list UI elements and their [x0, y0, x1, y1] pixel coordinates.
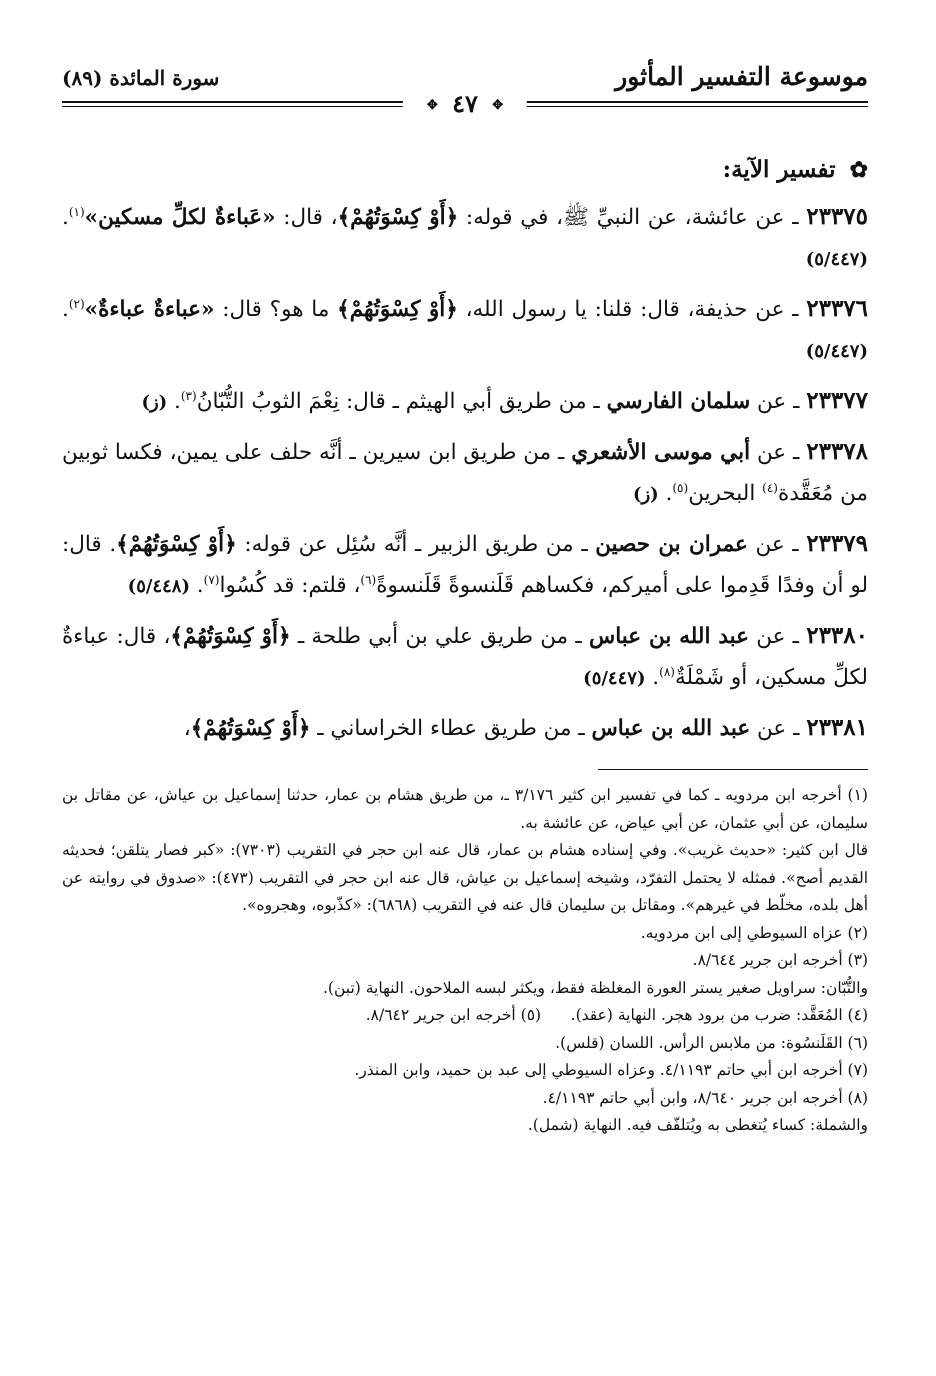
footnotes [62, 782, 868, 1140]
narrator-name: عبد الله بن عباس [591, 716, 751, 741]
footnote-marker[interactable]: (٦) [360, 572, 377, 587]
narration-text: . [62, 297, 69, 322]
page-number-box [403, 86, 527, 124]
narration-text: . [167, 389, 181, 414]
narration-number: ٢٣٣٨٠ [806, 622, 868, 649]
hadith-quote: «عَباءةٌ لكلِّ مسكين» [84, 205, 276, 230]
footnote: (٧) أخرجه ابن أبي حاتم ٤/١١٩٣. وعزاه السيوطي إلى عبد بن حميد، وابن المنذر. [354, 1061, 868, 1079]
footnote: قال ابن كثير: «حديث غريب». وفي إسناده هشام بن عمار، قال عنه ابن حجر في التقريب (٧٣٠٣): «كبر فصار يتلقن؛ فحديثه القديم أصح». فمثله لا يحتمل التفرّد، وشيخه إسماعيل بن عياش، قال عنه ابن حجر في التقريب (٤٧٣): «صدوق في روايته عن أهل بلده، مخلّط في غيرهم». ومقاتل بن سليمان قال عنه في التقريب (٦٨٦٨): «كذّبوه، وهجروه». [62, 841, 869, 914]
narration-entry [62, 196, 868, 280]
narration-text: ـ من طريق عطاء الخراساني ـ [310, 716, 592, 741]
surah-label: سورة المائدة (٨٩) [62, 66, 220, 90]
narration-text: البحرين [688, 481, 763, 506]
narrator-name: عبد الله بن عباس [588, 624, 749, 649]
narration-entry [62, 380, 868, 423]
narration-number: ٢٣٣٨١ [806, 714, 868, 741]
narration-number: ٢٣٣٧٩ [806, 530, 868, 557]
ayah-quote: ﴿أَوْ كِسْوَتُهُمْ﴾ [337, 205, 459, 230]
narration-text: ـ عن عائشة، عن النبيِّ ﷺ، في قوله: [458, 205, 807, 230]
footnote-marker[interactable]: (٧) [203, 572, 220, 587]
ayah-quote: ﴿أَوْ كِسْوَتُهُمْ﴾ [337, 297, 458, 322]
volume-reference: (٥/٤٤٧) [805, 249, 868, 270]
narration-entry [62, 431, 868, 515]
volume-reference: (٥/٤٤٧) [805, 341, 868, 362]
narration-text: ـ عن حذيفة، قال: قلنا: يا رسول الله، [457, 297, 807, 322]
narration-text: ـ من طريق الزبير ـ أنَّه سُئِل عن قوله: [236, 532, 596, 557]
flower-bullet-icon: ✿ [849, 157, 868, 183]
narration-number: ٢٣٣٧٨ [806, 438, 869, 465]
narration-number: ٢٣٣٧٥ [806, 203, 868, 230]
narration-text: ـ من طريق علي بن أبي طلحة ـ [290, 624, 589, 649]
narration-entry [62, 288, 868, 372]
section-title [62, 152, 868, 188]
ornament-icon: ✥ [492, 97, 504, 113]
ornament-icon: ✥ [426, 97, 438, 113]
narration-text: ـ من طريق أبي الهيثم ـ قال: نِعْمَ الثوبُ التُّبّانُ [196, 389, 607, 414]
narration-text: ـ من طريق ابن سيرين ـ أنَّه حلف على يمين، فكسا ثوبين من مُعَقَّدة [62, 440, 868, 506]
section-title-text: تفسير الآية: [722, 156, 836, 183]
narrator-name: أبي موسى الأشعري [571, 440, 751, 465]
ayah-quote: ﴿أَوْ كِسْوَتُهُمْ﴾ [190, 716, 311, 741]
volume-reference: (٥/٤٤٧) [583, 668, 646, 689]
narration-text: . [189, 573, 204, 598]
hadith-quote: «عباءةٌ عباءةٌ» [84, 297, 215, 322]
footnote: (١) أخرجه ابن مردويه ـ كما في تفسير ابن كثير ٣/١٧٦ ـ، من طريق هشام بن عمار، حدثنا إسماعيل بن عياش، عن مقاتل بن سليمان، عن أبي عثمان، عن أبي عياض، عن عائشة به. [62, 786, 868, 832]
narration-text: ـ عن [747, 532, 807, 557]
volume-reference: (٥/٤٤٨) [127, 576, 190, 597]
footnote-marker[interactable]: (١) [68, 204, 85, 219]
footnote-marker[interactable]: (٤) [762, 480, 778, 495]
narrator-name: سلمان الفارسي [606, 389, 751, 414]
footnote-marker[interactable]: (٣) [180, 388, 197, 403]
footnote: (٤) المُعَقَّد: ضرب من برود هجر. النهاية (عقد). (٥) أخرجه ابن جرير ٨/٦٤٢. [365, 1006, 868, 1024]
narration-text: ما هو؟ قال: [214, 297, 338, 322]
narration-text: ، قال: عباءةٌ لكلِّ مسكين، أو شَمْلَةٌ [62, 624, 868, 690]
narration-number: ٢٣٣٧٦ [806, 295, 869, 322]
footnote-marker[interactable]: (٨) [659, 664, 675, 679]
narration-text: . [658, 481, 673, 506]
narration-text: ، [183, 716, 191, 741]
narration-text: ـ عن [750, 716, 807, 741]
narration-text: ـ عن [748, 624, 807, 649]
footnote-marker[interactable]: (٥) [672, 480, 689, 495]
narration-text: ـ عن [750, 440, 807, 465]
narration-text: ، قلتم: قد كُسُوا [219, 573, 361, 598]
narration-entry [62, 523, 868, 607]
narration-text: . [645, 665, 660, 690]
footnote: (٦) القَلَنسُوة: من ملابس الرأس. اللسان (قلس). [555, 1033, 868, 1052]
narration-text: . قال: لو أن وفدًا قَدِموا على أميركم، فكساهم قَلَنسوةً قَلَنسوةً [62, 532, 868, 598]
volume-reference: (ز) [141, 392, 168, 413]
narration-text: . [62, 205, 69, 230]
footnote: والشملة: كساء يُتغطى به ويُتلفّف فيه. النهاية (شمل). [527, 1116, 868, 1134]
page-number: ٤٧ [452, 89, 478, 118]
footnote: (٢) عزاه السيوطي إلى ابن مردويه. [640, 923, 868, 942]
narrator-name: عمران بن حصين [595, 532, 748, 557]
ayah-quote: ﴿أَوْ كِسْوَتُهُمْ﴾ [116, 532, 237, 557]
volume-reference: (ز) [632, 484, 659, 505]
footnote: والتُّبّان: سراويل صغير يستر العورة المغلظة فقط، ويكثر لبسه الملاحون. النهاية (تبن). [323, 978, 868, 997]
footnote: (٨) أخرجه ابن جرير ٨/٦٤٠، وابن أبي حاتم ٤/١١٩٣. [542, 1088, 868, 1107]
ayah-quote: ﴿أَوْ كِسْوَتُهُمْ﴾ [170, 624, 291, 649]
running-header [62, 58, 868, 122]
narration-entry [62, 707, 868, 749]
footnote: (٣) أخرجه ابن جرير ٨/٦٤٤. [692, 951, 868, 969]
narration-entry [62, 615, 868, 699]
narration-number: ٢٣٣٧٧ [806, 387, 868, 414]
footnote-separator [598, 769, 868, 770]
book-title: موسوعة التفسير المأثور [615, 62, 868, 91]
narration-text: ، قال: [275, 205, 338, 230]
narration-text: ـ عن [750, 389, 807, 414]
footnote-marker[interactable]: (٢) [68, 296, 85, 311]
